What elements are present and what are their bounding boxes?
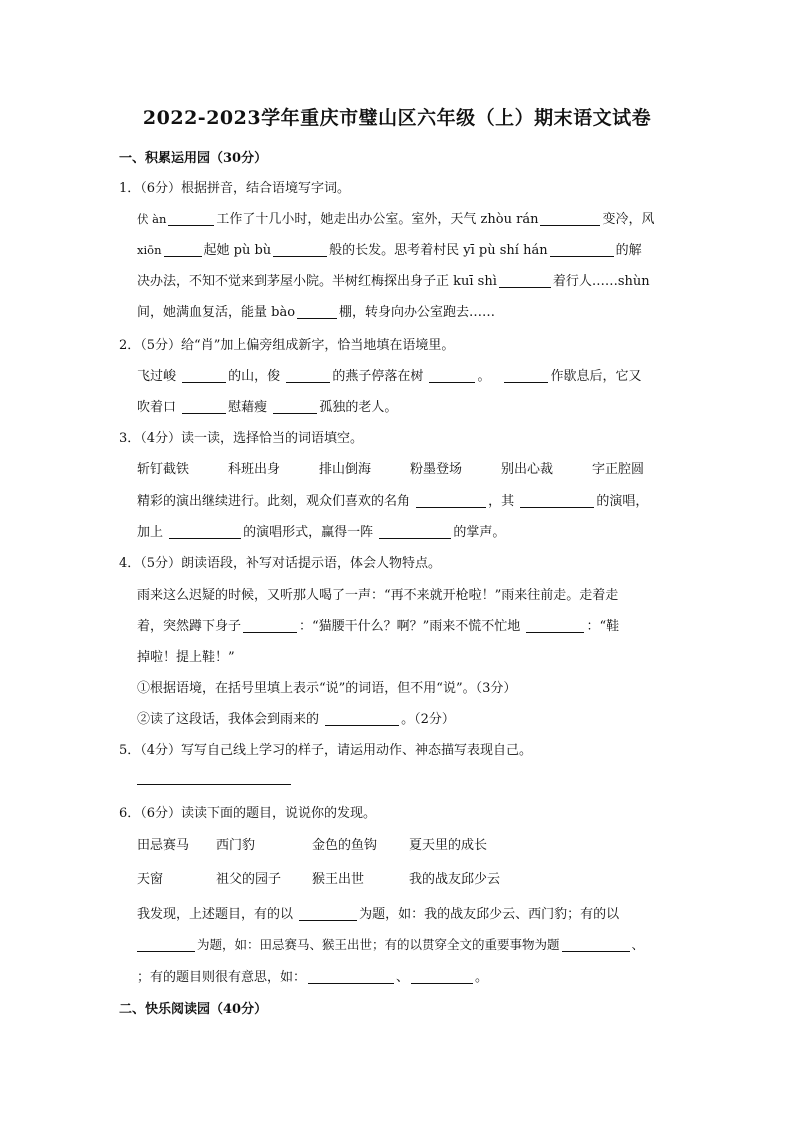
answer-blank[interactable] (286, 368, 330, 383)
word-option: 粉墨登场 (410, 462, 463, 477)
word-option: 字正腔圆 (592, 462, 645, 477)
question-4-passage-line-3: 掉啦！提上鞋！” (137, 650, 235, 665)
question-4-passage-line-2: 着，突然蹲下身子 ：“猫腰干什么？啊？”雨来不慌不忙地 ：“鞋 (137, 619, 620, 634)
title-option: 金色的鱼钩 (312, 838, 378, 853)
question-6-stem: 6．（6分）读读下面的题目，说说你的发现。 (119, 806, 377, 821)
answer-blank[interactable] (379, 524, 451, 539)
question-4-stem: 4．（5分）朗读语段，补写对话提示语，体会人物特点。 (119, 556, 442, 571)
question-6-line-1: 我发现，上述题目，有的以 为题，如：我的战友邱少云、西门豹；有的以 (137, 907, 620, 922)
question-1-line-1: 伏 àn 工作了十几小时，她走出办公室。室外，天气 zhòu rán 变冷，风 (137, 212, 655, 227)
page-title: 2022-2023学年重庆市璧山区六年级（上）期末语文试卷 (142, 107, 652, 129)
section-2-heading: 二、快乐阅读园（40分） (119, 1002, 268, 1017)
answer-blank[interactable] (273, 242, 327, 257)
word-option: 排山倒海 (319, 462, 372, 477)
answer-blank[interactable] (504, 368, 548, 383)
title-option: 猴王出世 (312, 872, 365, 887)
question-6-line-2: 为题，如：田忌赛马、猴王出世；有的以贯穿全文的重要事物为题 、 (137, 935, 644, 953)
question-5-answer-line (137, 770, 293, 786)
question-2-line-1: 飞过峻 的山，俊 的燕子停落在树 。 作歇息后，它又 (137, 369, 642, 384)
answer-blank[interactable] (550, 242, 614, 257)
section-1-heading: 一、积累运用园（30分） (119, 151, 268, 166)
title-option: 夏天里的成长 (409, 838, 488, 853)
answer-blank[interactable] (429, 368, 475, 383)
answer-blank[interactable] (273, 399, 317, 414)
answer-blank[interactable] (325, 711, 399, 726)
answer-blank[interactable] (411, 969, 473, 984)
answer-blank[interactable] (182, 368, 226, 383)
title-option: 天窗 (137, 872, 164, 887)
question-1-line-4: 间，她满血复活，能量 bào 棚，转身向办公室跑去…… (137, 305, 496, 320)
word-option: 别出心裁 (501, 462, 554, 477)
answer-blank[interactable] (164, 242, 202, 257)
question-3-line-1: 精彩的演出继续进行。此刻，观众们喜欢的名角 ，其 的演唱， (137, 494, 649, 509)
question-6-titles-row-2 (137, 868, 500, 887)
word-option: 斩钉截铁 (137, 462, 190, 477)
answer-blank[interactable] (520, 493, 594, 508)
answer-blank[interactable] (416, 493, 486, 508)
question-3-stem: 3．（4分）读一读，选择恰当的词语填空。 (119, 431, 364, 446)
answer-blank[interactable] (297, 304, 337, 319)
answer-blank[interactable] (540, 211, 600, 226)
title-option: 祖父的园子 (216, 872, 282, 887)
title-option: 西门豹 (216, 838, 256, 853)
answer-blank[interactable] (137, 770, 291, 785)
answer-blank[interactable] (168, 211, 214, 226)
title-option: 我的战友邱少云 (409, 872, 501, 887)
question-1-line-2: xiōn 起她 pù bù 般的长发。思考着村民 yī pù shí hán 的解 (137, 243, 642, 258)
title-option: 田忌赛马 (137, 838, 190, 853)
question-2-line-2: 吹着口 慰藉瘦 孤独的老人。 (137, 400, 398, 415)
question-4-subquestion-2: ②读了这段话，我体会到雨来的 。（2分） (137, 712, 455, 727)
question-5-stem: 5．（4分）写写自己线上学习的样子，请运用动作、神态描写表现自己。 (119, 743, 533, 758)
answer-blank[interactable] (526, 618, 584, 633)
question-4-subquestion-1: ①根据语境，在括号里填上表示“说”的词语，但不用“说”。（3分） (137, 681, 517, 696)
answer-blank[interactable] (243, 618, 297, 633)
answer-blank[interactable] (308, 969, 394, 984)
question-3-word-bank (137, 458, 644, 477)
answer-blank[interactable] (182, 399, 226, 414)
answer-blank[interactable] (299, 906, 357, 921)
question-6-line-3: ；有的题目则很有意思，如： 、 。 (137, 970, 489, 985)
answer-blank[interactable] (499, 273, 551, 288)
question-1-stem: 1．（6分）根据拼音，结合语境写字词。 (119, 181, 351, 196)
answer-blank[interactable] (137, 937, 195, 952)
word-option: 科班出身 (228, 462, 281, 477)
question-4-passage-line-1: 雨来这么迟疑的时候，又听那人喝了一声：“再不来就开枪啦！”雨来往前走。走着走 (137, 588, 619, 603)
question-6-titles-row-1 (137, 834, 487, 853)
question-3-line-2: 加上 的演唱形式，赢得一阵 的掌声。 (137, 525, 506, 540)
answer-blank[interactable] (169, 524, 241, 539)
question-1-line-3: 决办法，不知不觉来到茅屋小院。半树红梅探出身子正 kuī shì 着行人……shùn (137, 274, 650, 289)
question-2-stem: 2．（5分）给“肖”加上偏旁组成新字，恰当地填在语境里。 (119, 338, 455, 353)
answer-blank[interactable] (562, 937, 630, 952)
